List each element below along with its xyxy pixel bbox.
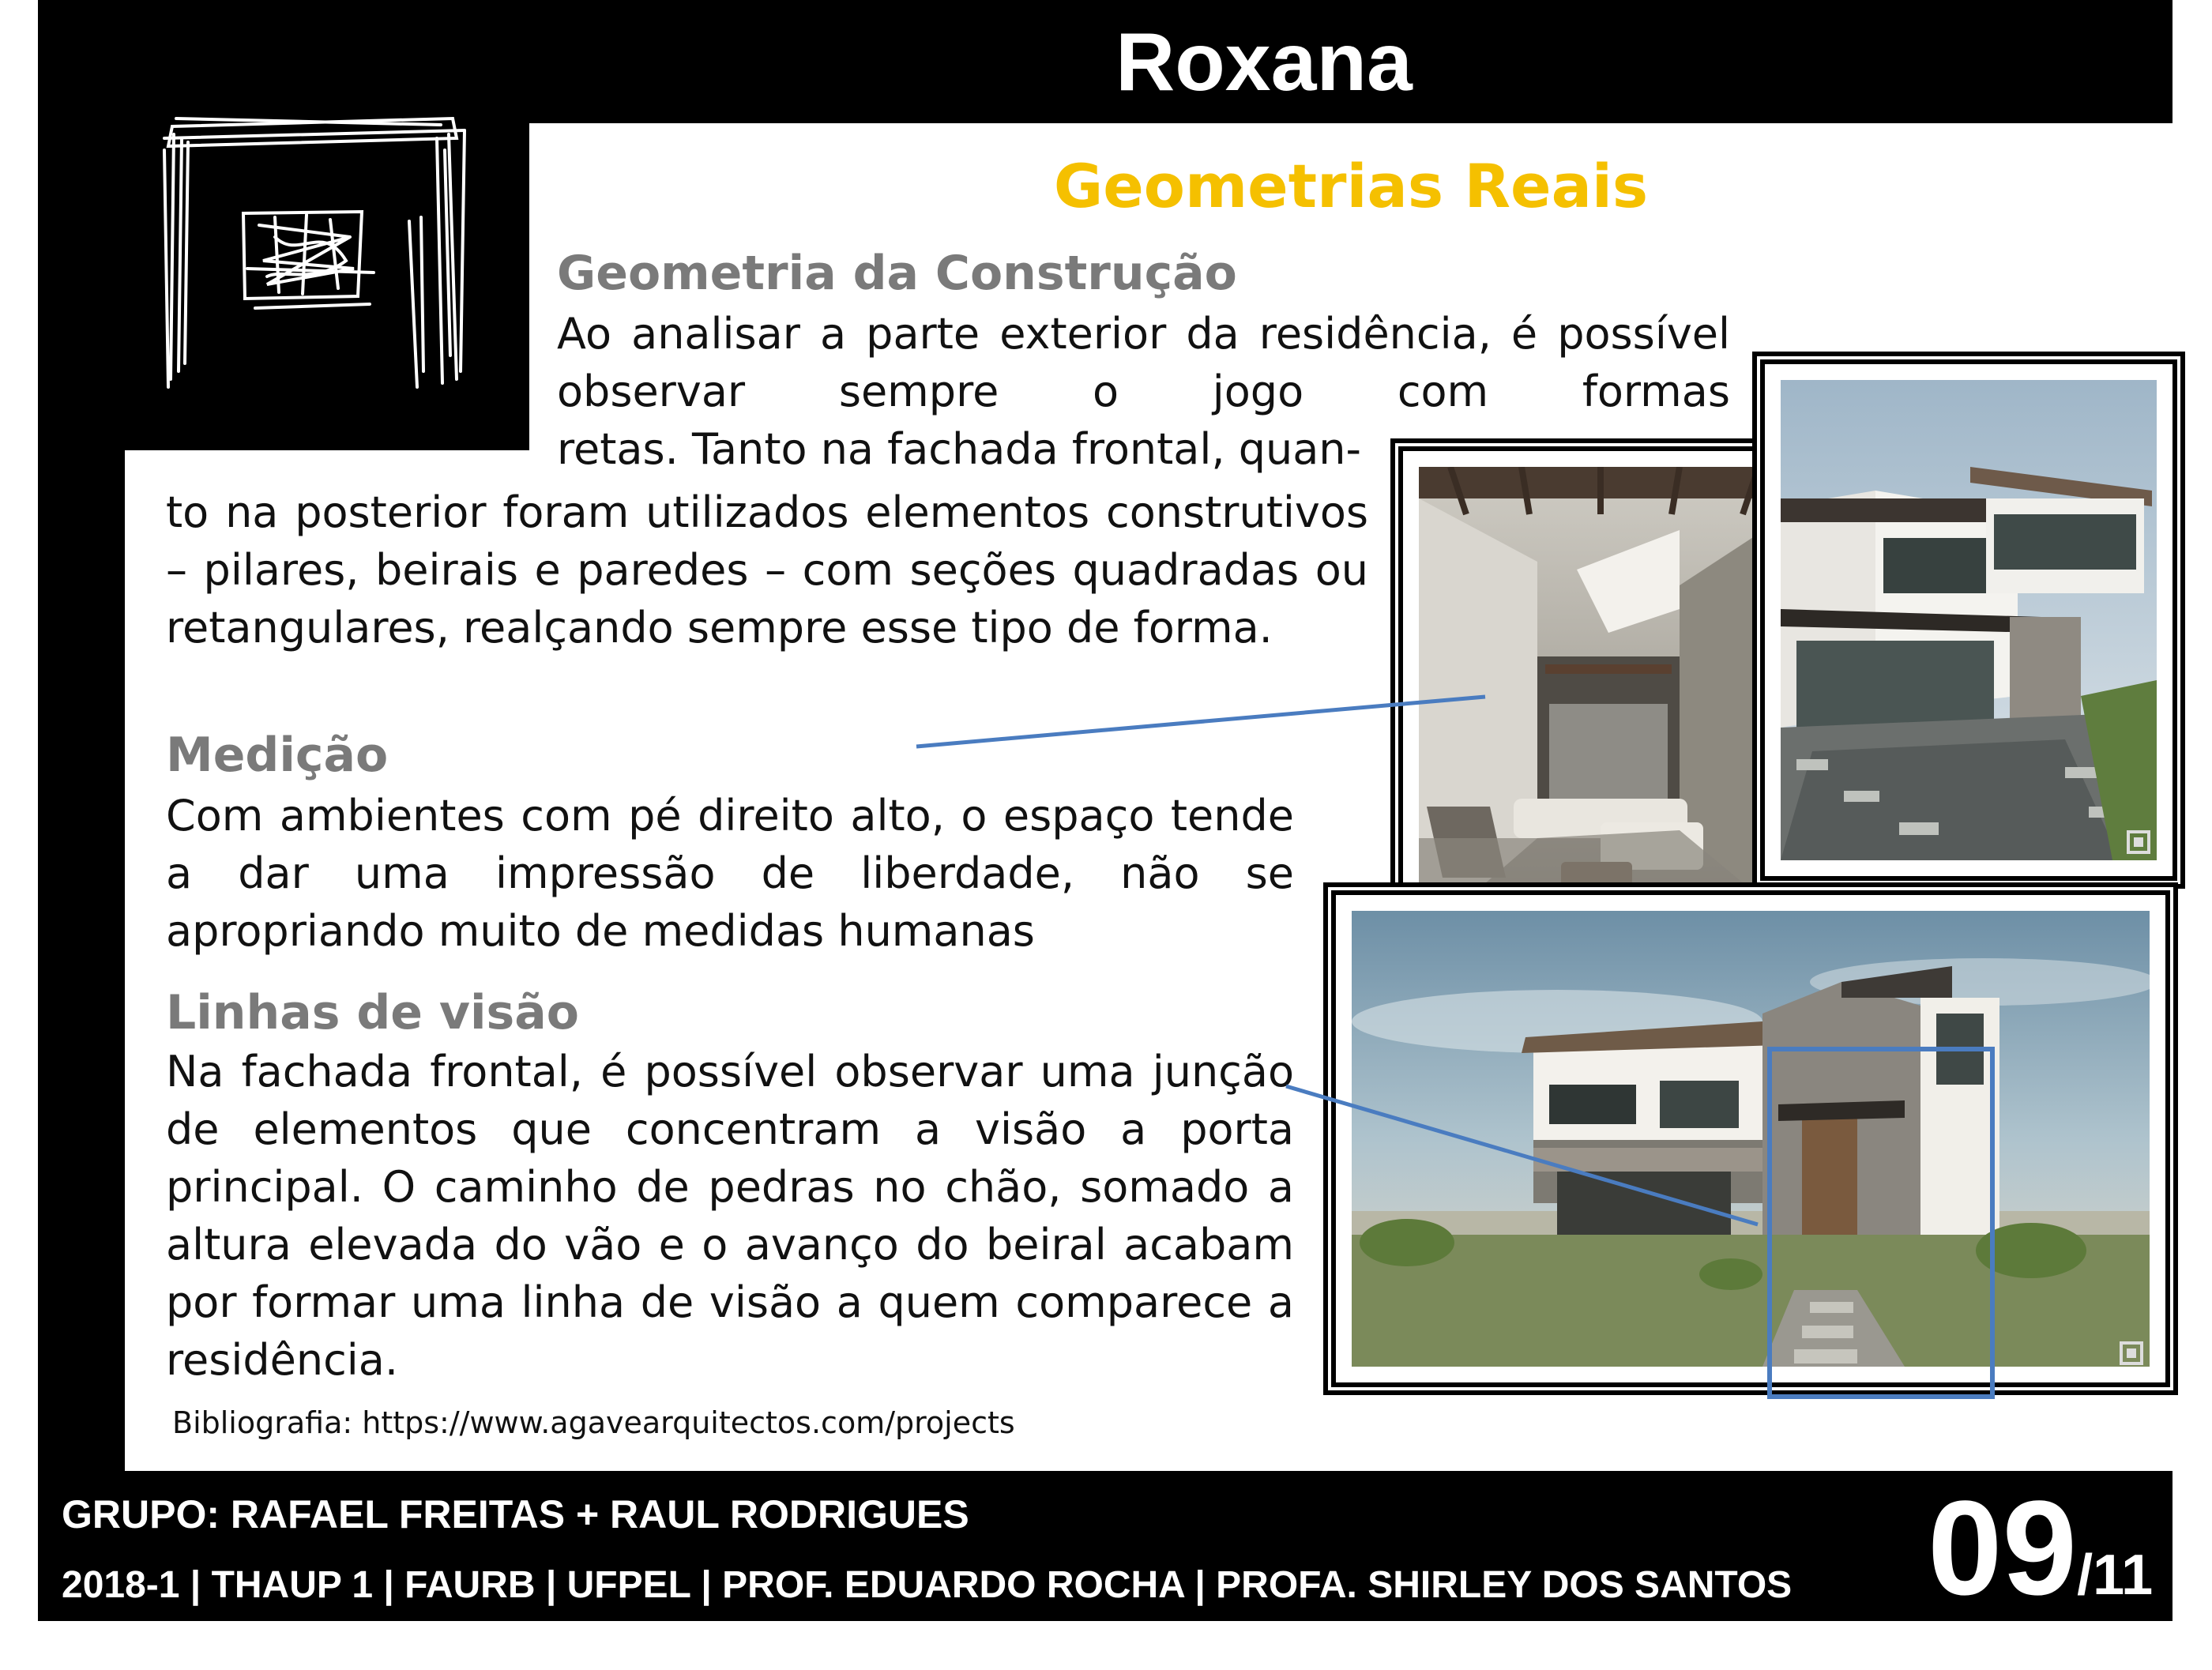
annotation-line-visao <box>1286 1086 1758 1224</box>
heading-construcao: Geometria da Construção <box>557 246 1237 301</box>
construcao-line-1: Ao analisar a parte exterior da residência, é possível <box>557 309 1730 359</box>
section-title: Geometrias Reais <box>1053 151 1649 221</box>
page-total: /11 <box>2077 1544 2154 1607</box>
construcao-line-2: observar sempre o jogo com formas <box>557 367 1730 416</box>
bibliography: Bibliografia: https://www.agavearquitectos.com/projects <box>172 1405 1015 1440</box>
annotation-line-medicao <box>916 697 1485 747</box>
medicao-text: Com ambientes com pé direito alto, o espaço tende a dar uma impressão de liberdade, não se apropriando muito de medidas humanas <box>166 791 1294 956</box>
linhas-text: Na fachada frontal, é possível observar uma junção de elementos que concentram a visão a porta principal. O caminho de pedras no chão, somado a altura elevada do vão e o avanço do beiral acabam por formar uma linha de visão a quem comparece a residência. <box>166 1047 1294 1385</box>
page-indicator <box>1928 1469 2153 1627</box>
construcao-line-3: retas. Tanto na fachada frontal, quan- <box>557 424 1362 474</box>
footer-group: GRUPO: RAFAEL FREITAS + RAUL RODRIGUES <box>62 1492 969 1536</box>
footer-credits: 2018-1 | THAUP 1 | FAURB | UFPEL | PROF. EDUARDO ROCHA | PROFA. SHIRLEY DOS SANTOS <box>62 1564 1793 1606</box>
heading-medicao: Medição <box>166 728 389 783</box>
annotation-door-box <box>1770 1049 1992 1397</box>
page-number: 09 <box>1928 1473 2078 1623</box>
page-title: Roxana <box>1115 17 1413 108</box>
construcao-line-4: to na posterior foram utilizados elementos construtivos <box>166 487 1368 537</box>
heading-linhas: Linhas de visão <box>166 985 579 1040</box>
construcao-line-6: retangulares, realçando sempre esse tipo de forma. <box>166 603 1273 653</box>
construcao-line-5: – pilares, beirais e paredes – com seções quadradas ou <box>166 545 1368 595</box>
